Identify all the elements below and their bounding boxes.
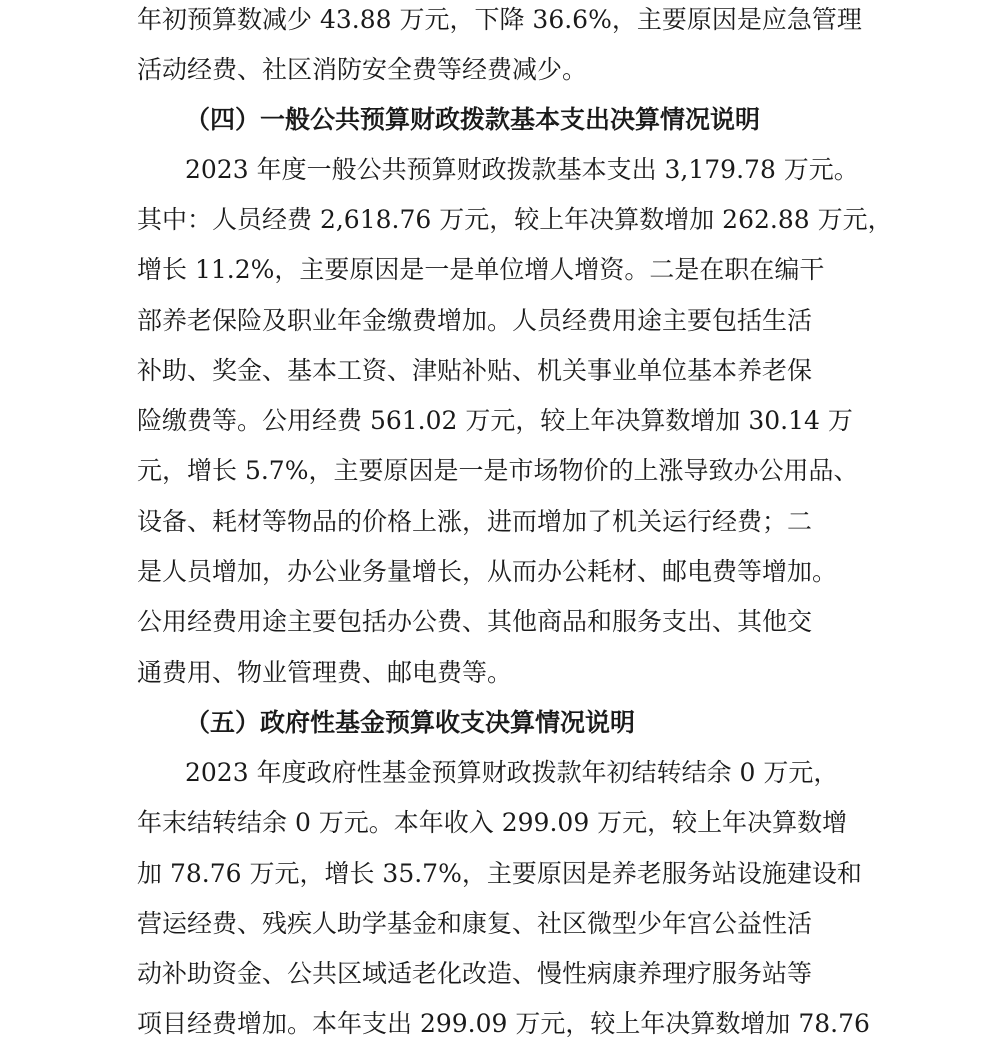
text-line: 动补助资金、公共区域适老化改造、慢性病康养理疗服务站等 [137,959,813,988]
text-line: 加 78.76 万元，增长 35.7%，主要原因是养老服务站设施建设和 [137,859,862,888]
section-heading: （五）政府性基金预算收支决算情况说明 [185,708,636,737]
paragraph-first-line: 2023 年度政府性基金预算财政拨款年初结转结余 0 万元， [185,758,839,787]
section-heading: （四）一般公共预算财政拨款基本支出决算情况说明 [185,105,761,134]
text-line: 营运经费、残疾人助学基金和康复、社区微型少年宫公益性活 [137,909,813,938]
text-line: 活动经费、社区消防安全费等经费减少。 [137,55,588,84]
text-line: 公用经费用途主要包括办公费、其他商品和服务支出、其他交 [137,607,813,636]
text-line: 项目经费增加。本年支出 299.09 万元，较上年决算数增加 78.76 [137,1009,870,1038]
text-line: 增长 11.2%，主要原因是一是单位增人增资。二是在职在编干 [137,255,825,284]
text-line: 元，增长 5.7%，主要原因是一是市场物价的上涨导致办公用品、 [137,456,859,485]
text-line: 年初预算数减少 43.88 万元，下降 36.6%，主要原因是应急管理 [137,5,862,34]
text-line: 其中：人员经费 2,618.76 万元，较上年决算数增加 262.88 万元， [137,205,893,234]
paragraph-first-line: 2023 年度一般公共预算财政拨款基本支出 3,179.78 万元。 [185,155,859,184]
text-line: 补助、奖金、基本工资、津贴补贴、机关事业单位基本养老保 [137,356,813,385]
text-line: 险缴费等。公用经费 561.02 万元，较上年决算数增加 30.14 万 [137,406,853,435]
text-line: 部养老保险及职业年金缴费增加。人员经费用途主要包括生活 [137,306,813,335]
text-line: 通费用、物业管理费、邮电费等。 [137,658,513,687]
text-line: 设备、耗材等物品的价格上涨，进而增加了机关运行经费；二 [137,507,813,536]
text-line: 年末结转结余 0 万元。本年收入 299.09 万元，较上年决算数增 [137,808,848,837]
text-line: 是人员增加，办公业务量增长，从而办公耗材、邮电费等增加。 [137,557,838,586]
